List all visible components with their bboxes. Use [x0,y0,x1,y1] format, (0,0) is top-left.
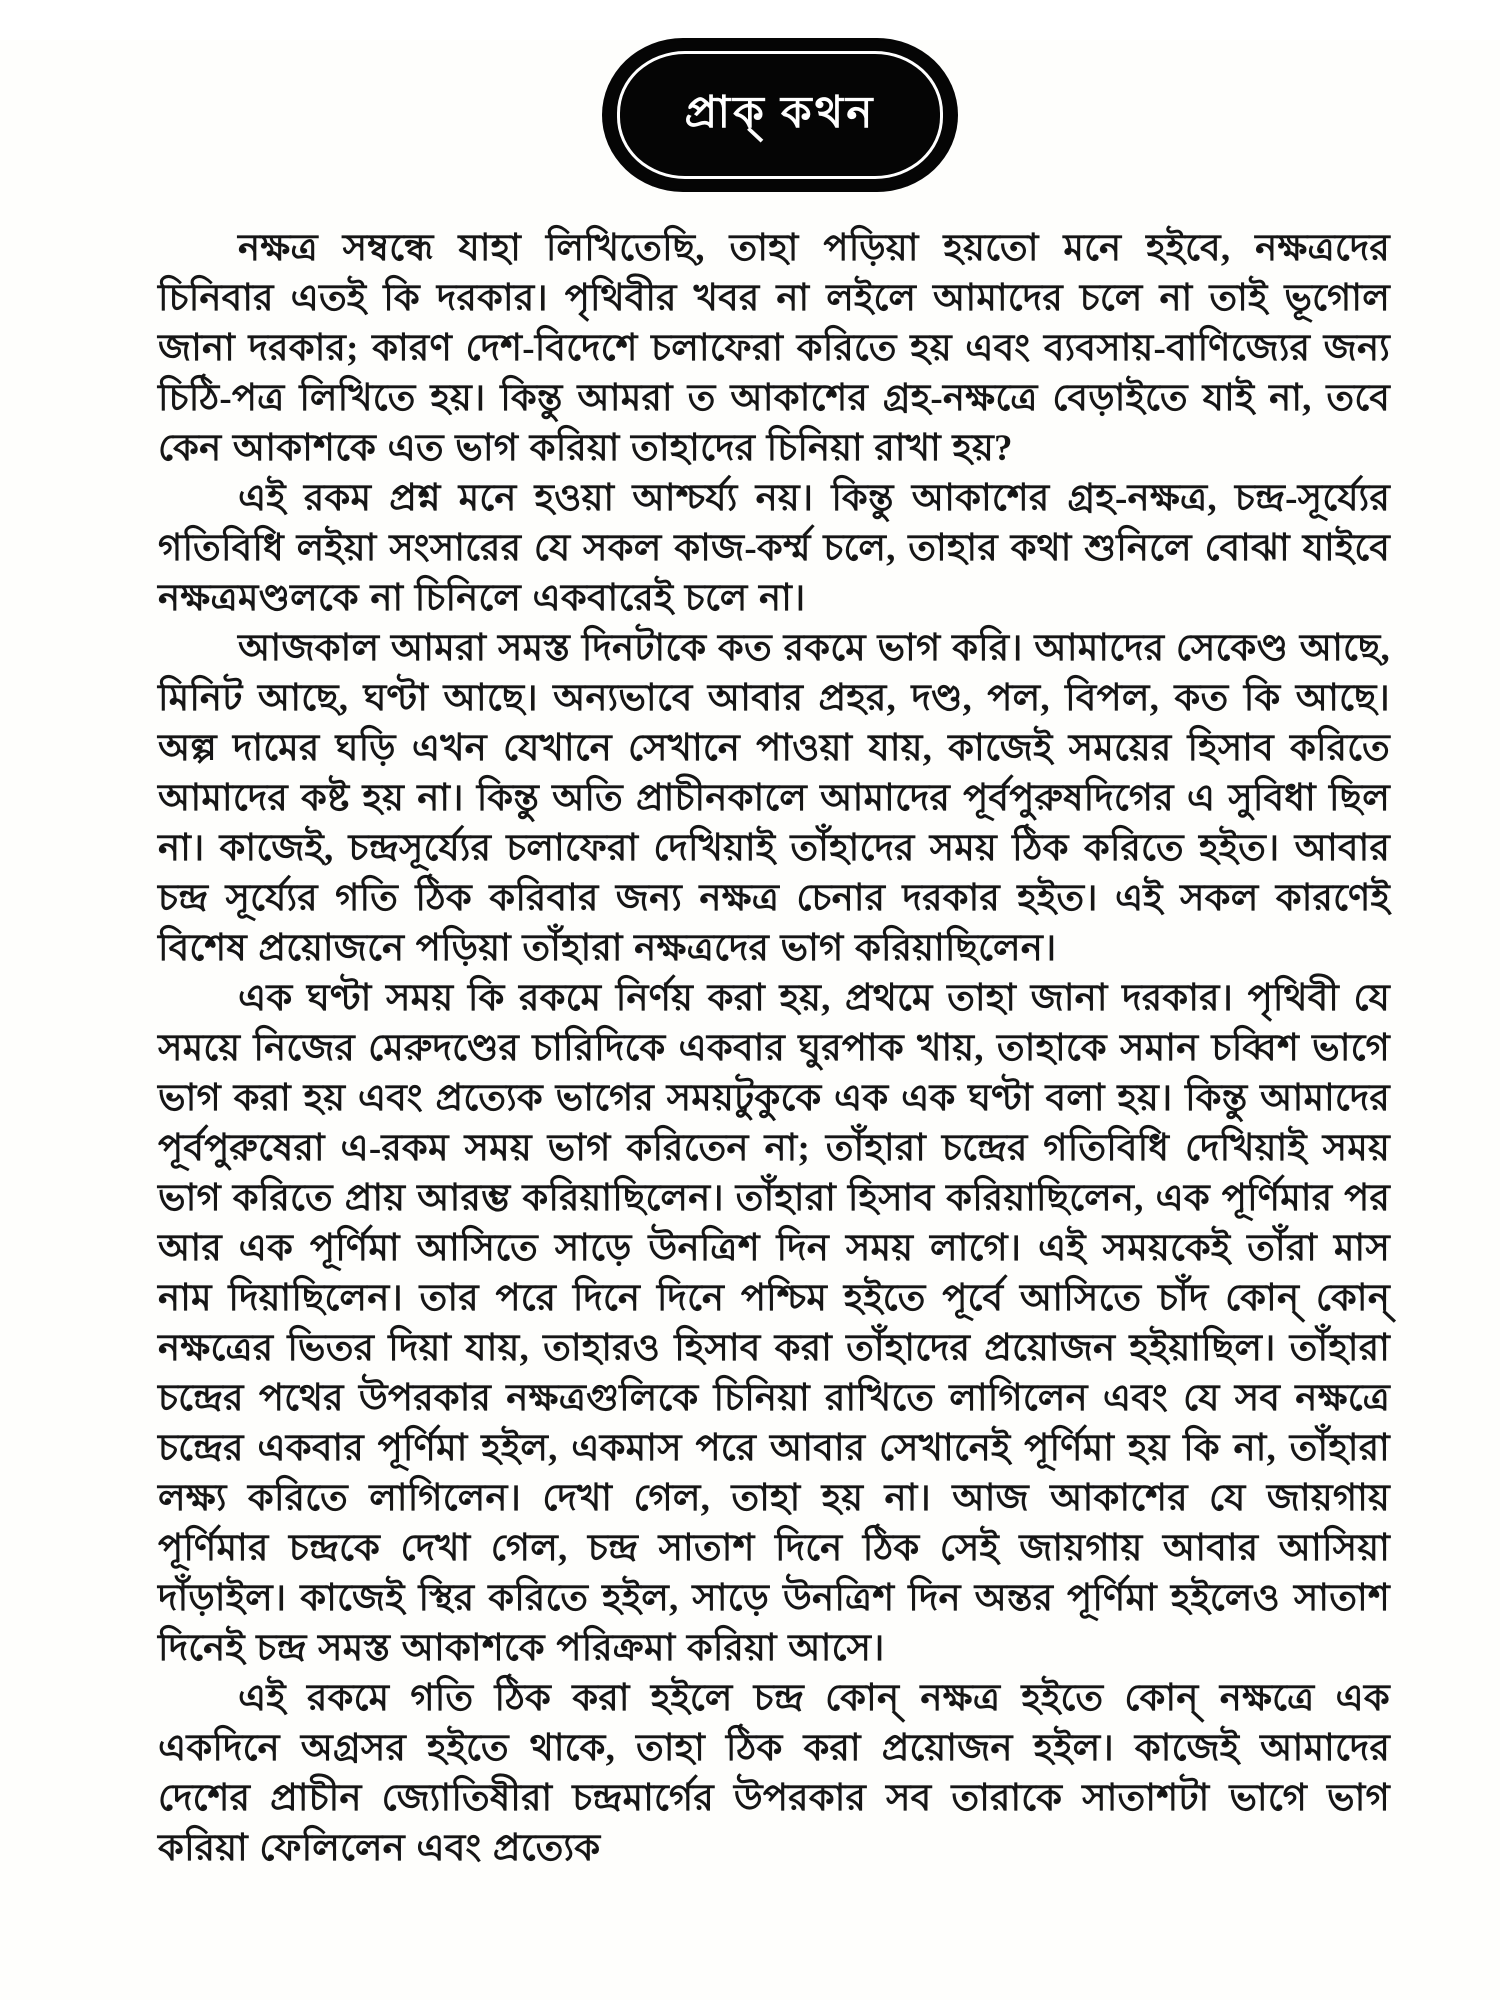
paragraph: নক্ষত্র সম্বন্ধে যাহা লিখিতেছি, তাহা পড়িয়া হয়তো মনে হইবে, নক্ষত্রদের চিনিবার এতই কি দরকার। পৃথিবীর খবর না লইলে আমাদের চলে না তাই ভূগোল জানা দরকার; কারণ দেশ-বিদেশে চলাফেরা করিতে হয় এবং ব্যবসায়-বাণিজ্যের জন্য চিঠি-পত্র লিখিতে হয়। কিন্তু আমরা ত আকাশের গ্রহ-নক্ষত্রে বেড়াইতে যাই না, তবে কেন আকাশকে এত ভাগ করিয়া তাহাদের চিনিয়া রাখা হয়? [158,228,1390,469]
paragraph: এক ঘণ্টা সময় কি রকমে নির্ণয় করা হয়, প্রথমে তাহা জানা দরকার। পৃথিবী যে সময়ে নিজের মেরুদণ্ডের চারিদিকে একবার ঘুরপাক খায়, তাহাকে সমান চব্বিশ ভাগে ভাগ করা হয় এবং প্রত্যেক ভাগের সময়টুকুকে এক এক ঘণ্টা বলা হয়। কিন্তু আমাদের পূর্বপুরুষেরা এ-রকম সময় ভাগ করিতেন না; তাঁহারা চন্দ্রের গতিবিধি দেখিয়াই সময় ভাগ করিতে প্রায় আরম্ভ করিয়াছিলেন। তাঁহারা হিসাব করিয়াছিলেন, এক পূর্ণিমার পর আর এক পূর্ণিমা আসিতে সাড়ে উনত্রিশ দিন সময় লাগে। এই সময়কেই তাঁরা মাস নাম দিয়াছিলেন। তার পরে দিনে দিনে পশ্চিম হইতে পূর্বে আসিতে চাঁদ কোন্‌ কোন্‌ নক্ষত্রের ভিতর দিয়া যায়, তাহারও হিসাব করা তাঁহাদের প্রয়োজন হইয়াছিল। তাঁহারা চন্দ্রের পথের উপরকার নক্ষত্রগুলিকে চিনিয়া রাখিতে লাগিলেন এবং যে সব নক্ষত্রে চন্দ্রের একবার পূর্ণিমা হইল, একমাস পরে আবার সেখানেই পূর্ণিমা হয় কি না, তাঁহারা লক্ষ্য করিতে লাগিলেন। দেখা গেল, তাহা হয় না। আজ আকাশের যে জায়গায় পূর্ণিমার চন্দ্রকে দেখা গেল, চন্দ্র সাতাশ দিনে ঠিক সেই জায়গায় আবার আসিয়া দাঁড়াইল। কাজেই স্থির করিতে হইল, সাড়ে উনত্রিশ দিন অন্তর পূর্ণিমা হইলেও সাতাশ দিনেই চন্দ্র সমস্ত আকাশকে পরিক্রমা করিয়া আসে। [158,978,1390,1669]
chapter-title: প্রাক্‌ কথন [684,87,876,137]
body-text [0,224,1500,1874]
paragraph: এই রকমে গতি ঠিক করা হইলে চন্দ্র কোন্‌ নক্ষত্র হইতে কোন্‌ নক্ষত্রে এক একদিনে অগ্রসর হইতে থাকে, তাহা ঠিক করা প্রয়োজন হইল। কাজেই আমাদের দেশের প্রাচীন জ্যোতিষীরা চন্দ্রমার্গের উপরকার সব তারাকে সাতাশটা ভাগে ভাগ করিয়া ফেলিলেন এবং প্রত্যেক [158,1678,1390,1869]
scanned-book-page [0,40,1500,2000]
chapter-title-badge [604,40,956,190]
paragraph: এই রকম প্রশ্ন মনে হওয়া আশ্চর্য্য নয়। কিন্তু আকাশের গ্রহ-নক্ষত্র, চন্দ্র-সূর্য্যের গতিবিধি লইয়া সংসারের যে সকল কাজ-কর্ম্ম চলে, তাহার কথা শুনিলে বোঝা যাইবে নক্ষত্রমণ্ডলকে না চিনিলে একবারেই চলে না। [158,478,1390,619]
paragraph: আজকাল আমরা সমস্ত দিনটাকে কত রকমে ভাগ করি। আমাদের সেকেণ্ড আছে, মিনিট আছে, ঘণ্টা আছে। অন্যভাবে আবার প্রহর, দণ্ড, পল, বিপল, কত কি আছে। অল্প দামের ঘড়ি এখন যেখানে সেখানে পাওয়া যায়, কাজেই সময়ের হিসাব করিতে আমাদের কষ্ট হয় না। কিন্তু অতি প্রাচীনকালে আমাদের পূর্বপুরুষদিগের এ সুবিধা ছিল না। কাজেই, চন্দ্রসূর্য্যের চলাফেরা দেখিয়াই তাঁহাদের সময় ঠিক করিতে হইত। আবার চন্দ্র সূর্য্যের গতি ঠিক করিবার জন্য নক্ষত্র চেনার দরকার হইত। এই সকল কারণেই বিশেষ প্রয়োজনে পড়িয়া তাঁহারা নক্ষত্রদের ভাগ করিয়াছিলেন। [158,628,1390,969]
chapter-title-badge-ring [617,51,943,179]
